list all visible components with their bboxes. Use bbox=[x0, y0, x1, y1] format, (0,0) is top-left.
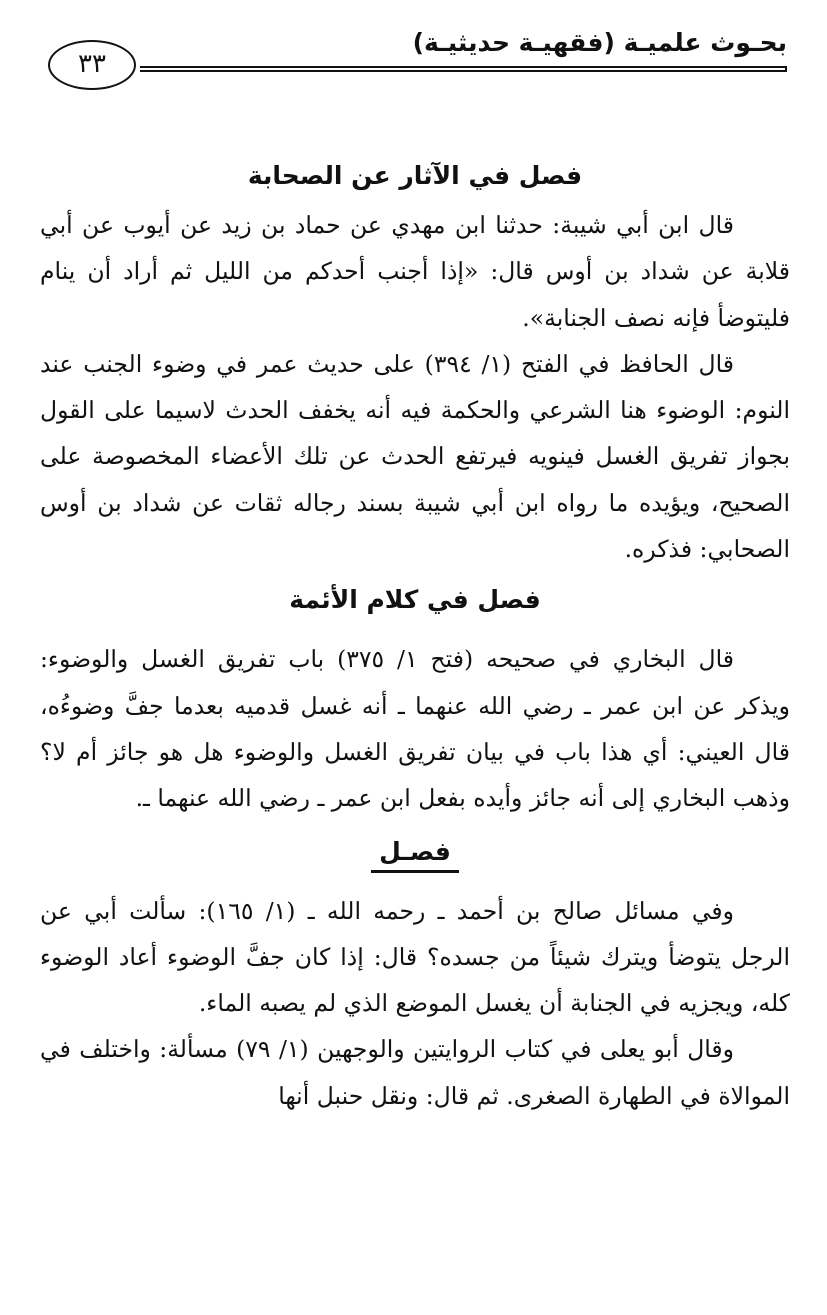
page-content bbox=[40, 150, 790, 1119]
paragraph: قال البخاري في صحيحه (فتح ١/ ٣٧٥) باب تفريق الغسل والوضوء: ويذكر عن ابن عمر ـ رضي الله عنهما ـ أنه غسل قدميه بعدما جفَّ وضوءُه، قال العيني: أي هذا باب في بيان تفريق الغسل والوضوء هل هو جائز أم لا؟ وذهب البخاري إلى أنه جائز وأيده بفعل ابن عمر ـ رضي الله عنهما ـ. bbox=[40, 645, 790, 813]
page-number: ٣٣ bbox=[48, 40, 136, 90]
header-rule bbox=[140, 66, 787, 72]
running-title: بحـوث علميـة (فقهيـة حديثيـة) bbox=[412, 28, 787, 57]
section-heading-imams: فصل في كلام الأئمة bbox=[289, 585, 541, 615]
section-heading-companions: فصل في الآثار عن الصحابة bbox=[247, 161, 583, 190]
section-heading-fasl bbox=[40, 830, 790, 874]
section-heading-fasl-text: فصـل bbox=[371, 834, 459, 873]
paragraph: وفي مسائل صالح بن أحمد ـ رحمه الله ـ (١/ ١٦٥): سألت أبي عن الرجل يتوضأ ويترك شيئاً من جسده؟ قال: إذا كان جفَّ الوضوء أعاد الوضوء كله، ويجزيه في الجنابة أن يغسل الموضع الذي لم يصبه الماء. bbox=[40, 896, 790, 1018]
paragraph: قال الحافظ في الفتح (١/ ٣٩٤) على حديث عمر في وضوء الجنب عند النوم: الوضوء هنا الشرعي والحكمة فيه أنه يخفف الحدث لاسيما على القول بجواز تفريق الغسل فينويه فيرتفع الحدث عن تلك الأعضاء المخصوصة على الصحيح، ويؤيده ما رواه ابن أبي شيبة بسند رجاله ثقات عن شداد بن أوس الصحابي: فذكره. bbox=[40, 349, 790, 564]
paragraph: وقال أبو يعلى في كتاب الروايتين والوجهين (١/ ٧٩) مسألة: واختلف في الموالاة في الطهارة الصغرى. ثم قال: ونقل حنبل أنها bbox=[40, 1035, 790, 1110]
paragraph: قال ابن أبي شيبة: حدثنا ابن مهدي عن حماد بن زيد عن أيوب عن أبي قلابة عن شداد بن أوس قال: «إذا أجنب أحدكم من الليل ثم أراد أن ينام فليتوضأ فإنه نصف الجنابة». bbox=[40, 211, 790, 332]
